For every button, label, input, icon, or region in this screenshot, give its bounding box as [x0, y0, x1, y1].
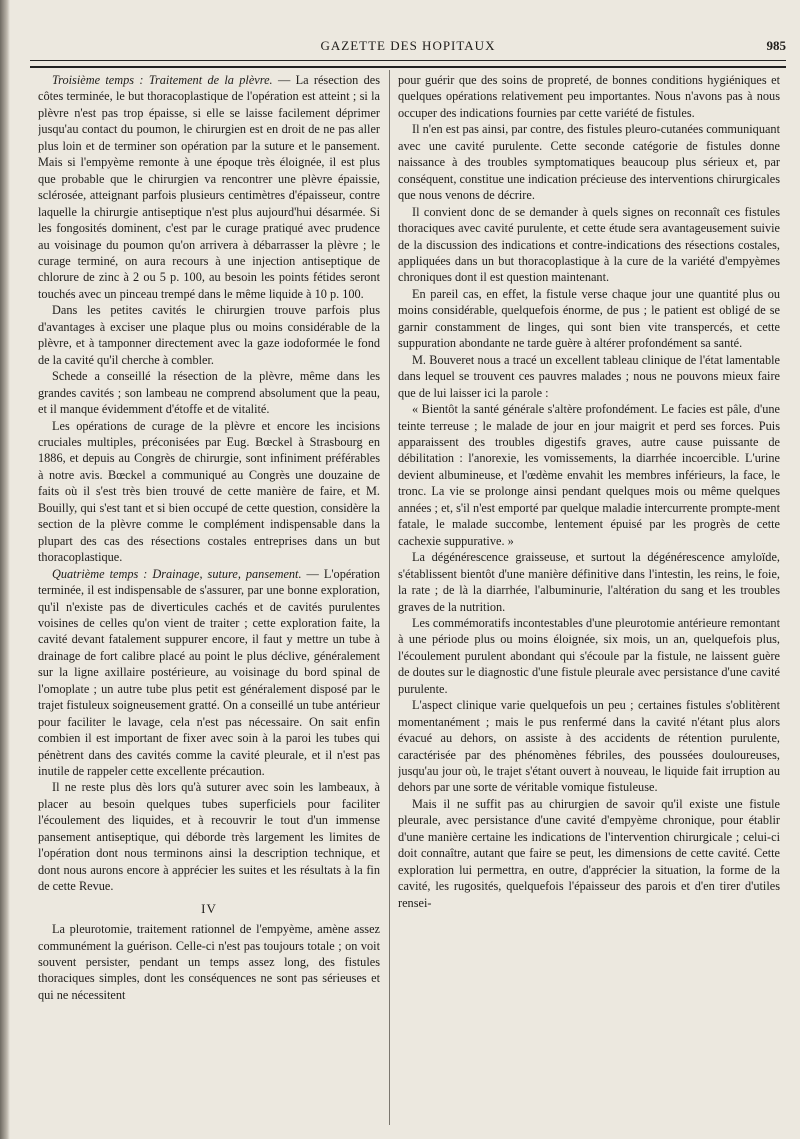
paragraph-lead: Quatrième temps : Drainage, suture, pansement.	[52, 566, 302, 581]
paragraph: Il convient donc de se demander à quels signes on reconnaît ces fistules thoraciques avec cavité purulente, et cette étude sera avantageusement suivie de la discussion des indications et contre-indications des résections costales, appliquées dans un but thoracoplastique à la cure de la variété d'empyèmes chroniques dont il est question maintenant.	[398, 204, 780, 285]
paragraph: Les opérations de curage de la plèvre et encore les incisions cruciales multiples, préconisées par Eug. Bœckel à Strasbourg en 1886, et depuis au Congrès de chirurgie, sont infiniment préférables à notre avis. Bœckel a communiqué au Congrès une douzaine de faits où il s'est très bien trouvé de cette manière de faire, et M. Bouilly, qui s'est tant et si bien occupé de cette question, considère la section de la plèvre comme le complément indispensable dans la plupart des cas des résections costales entreprises dans un but thoracoplastique.	[38, 418, 380, 565]
paragraph: Il ne reste plus dès lors qu'à suturer avec soin les lambeaux, à placer au besoin quelques tubes superficiels pour faciliter l'écoulement des liquides, et à recouvrir le tout d'un immense pansement antiseptique, qui déborde très largement les limites de l'opération dont nous terminons ainsi la description technique, et dont nous aurons encore à apprécier les suites et les résultats à la fin de cette Revue.	[38, 780, 380, 894]
paragraph-lead: Troisième temps : Traitement de la plèvre.	[52, 73, 273, 87]
paragraph-text: — L'opération terminée, il est indispensable de s'assurer, par une bonne exploration, qu'il n'existe pas de diverticules cachés et de cavités purulentes voisines de celles qu'on vient de traiter ; cette exploration faite, la cavité devant fatalement suppurer encore, il faut y mettre un tube à drainage de fort calibre placé au point le plus déclive, généralement sur la ligne axillaire postérieure, au voisinage du bord spinal de l'omoplate ; un autre tube plus petit est généralement disposé par le trajet fistuleux soigneusement gratté. On a conseillé un tube antérieur pour faciliter le lavage, cela n'est pas nécessaire. On sait enfin combien il est important de fixer avec soin à la paroi les tubes qui pénètrent dans des cavités comme la cavité pleurale, et il n'est pas inutile de rappeler cette excellente précaution.	[38, 566, 380, 779]
right-column	[398, 72, 780, 1132]
paragraph: Dans les petites cavités le chirurgien trouve parfois plus d'avantages à exciser une plaque plus ou moins considérable de la plèvre, et à tamponner directement avec la gaze iodoformée le fond de la cavité qu'il cherche à combler.	[38, 303, 380, 367]
column-divider	[389, 70, 390, 1125]
paragraph-text: — La résection des côtes terminée, le but thoracoplastique de l'opération est atteint ; si la plèvre n'est pas trop épaisse, si elle se laisse facilement déprimer jusqu'au contact du poumon, le chirurgien est en droit de ne pas aller plus loin et de terminer son opération par la suture et le pansement. Mais si l'empyème remonte à une époque très éloignée, il est plus que probable que le chirurgien va rencontrer une plèvre épaissie, sclérosée, atteignant parfois plusieurs centimètres d'épaisseur, contre laquelle la chirurgie antiseptique n'est plus aujourd'hui désarmée. Si les fongosités dominent, c'est par le curage pratiqué avec prudence au voisinage du poumon qu'on arrivera à débarrasser la plèvre ; le curage terminé, on aura recours à une injection antiseptique de chlorure de zinc à 2 ou 5 p. 100, au besoin les points fétides seront touchés avec un pinceau trempé dans le même liquide à 10 p. 100.	[38, 73, 380, 301]
section-heading: IV	[201, 900, 217, 916]
paragraph: L'aspect clinique varie quelquefois un peu ; certaines fistules s'oblitèrent momentanément ; mais le pus renfermé dans la cavité n'étant plus alors évacué au dehors, on assiste à des accidents de rétention purulente, caractérisée par des phénomènes fébriles, des poussées douloureuses, jusqu'au jour où, le trajet s'étant ouvert à nouveau, le liquide fait irruption au dehors par une sorte de véritable vomique fistuleuse.	[398, 698, 780, 795]
paragraph: Les commémoratifs incontestables d'une pleurotomie antérieure remontant à une période plus ou moins éloignée, six mois, un an, quelquefois plus, l'écoulement purulent abondant qui s'écoule par la fistule, ne laissent guère de doutes sur le diagnostic d'une fistule pleurale avec persistance d'une cavité purulente.	[398, 615, 780, 696]
header-rule	[30, 60, 786, 68]
running-title: GAZETTE DES HOPITAUX	[320, 38, 496, 53]
paragraph: Schede a conseillé la résection de la plèvre, même dans les grandes cavités ; son lambeau ne comprend absolument que la peau, et il manque évidemment d'étoffe et de vitalité.	[38, 369, 380, 417]
paragraph: pour guérir que des soins de propreté, de bonnes conditions hygiéniques et quelques opérations relativement peu importantes. Nous n'avons pas à nous occuper des indications fournies par cette variété de fistules.	[398, 73, 780, 120]
paragraph	[38, 72, 380, 302]
page-binding-edge	[0, 0, 10, 1139]
paragraph: Il n'en est pas ainsi, par contre, des fistules pleuro-cutanées communiquant avec une cavité purulente. Cette seconde catégorie de fistules donne naissance à des troubles symptomatiques beaucoup plus sérieux et, par conséquent, constitue une indication précieuse des interventions chirurgicales que nous venons de décrire.	[398, 122, 780, 203]
paragraph: En pareil cas, en effet, la fistule verse chaque jour une quantité plus ou moins considérable, quelquefois énorme, de pus ; le patient est obligé de se garnir constamment de linges, qui sont bien vite transpercés, et cette suppuration abondante ne tarde guère à altérer profondément sa santé.	[398, 286, 780, 351]
paragraph: La dégénérescence graisseuse, et surtout la dégénérescence amyloïde, s'établissent bientôt d'une manière définitive dans l'intestin, les reins, le foie, la rate ; de là la diarrhée, l'albuminurie, l'altération du sang et les troubles graves de la nutrition.	[398, 550, 780, 614]
paragraph: Mais il ne suffit pas au chirurgien de savoir qu'il existe une fistule pleurale, avec persistance d'une cavité d'empyème chronique, pour établir d'une manière certaine les indications de l'intervention chirurgicale ; celui-ci doit connaître, autant que faire se peut, les dimensions de cette cavité. Cette exploration lui permettra, en outre, d'apprécier la situation, la forme de la cavité, les rugosités, quelquefois l'épaisseur des parois et d'en tirer d'utiles rensei-	[398, 796, 780, 910]
paragraph: M. Bouveret nous a tracé un excellent tableau clinique de l'état lamentable dans lequel se trouvent ces pauvres malades ; nous ne pouvons mieux faire que de lui laisser ici la parole :	[398, 352, 780, 400]
paragraph	[38, 566, 380, 780]
left-column	[38, 72, 380, 1132]
page-header	[30, 38, 786, 62]
paragraph: La pleurotomie, traitement rationnel de l'empyème, amène assez communément la guérison. Celle-ci n'est pas toujours totale ; on voit souvent persister, pendant un temps assez long, des fistules thoraciques simples, dont les conséquences ne sont pas sérieuses et qui ne nécessitent	[38, 922, 380, 1002]
page-number: 985	[766, 38, 786, 53]
quotation: « Bientôt la santé générale s'altère profondément. Le facies est pâle, d'une teinte terreuse ; le malade de jour en jour maigrit et perd ses forces. Puis apparaissent des troubles digestifs graves, autre cause puissante de débilitation : l'anorexie, les vomissements, la diarrhée incoercible. L'urine devient albumineuse, et l'œdème envahit les membres inférieurs, la face, le tronc. La vie se prolonge ainsi pendant quelques mois ou même quelques années ; et, s'il n'est emporté par quelque maladie intercurrente prompte-ment fatale, le malade succombe, lentement épuisé par les progrès de cette cachexie suppurative. »	[398, 402, 780, 548]
